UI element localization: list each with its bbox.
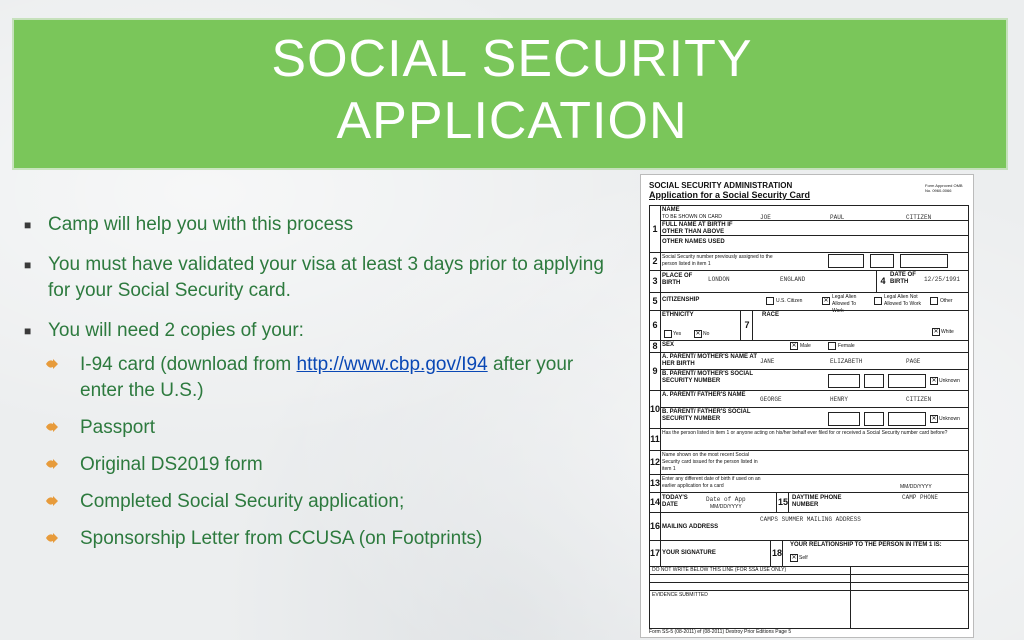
- sub-bullet-item: I-94 card (download from http://www.cbp.gov/I94 after your enter the U.S.): [46, 352, 612, 404]
- title-line-2: APPLICATION: [336, 92, 688, 150]
- form-row-13: 13 Enter any different date of birth if used on an earlier application for a card MM/DD/YYYY: [650, 474, 968, 493]
- form-row-14: 14 TODAY'S DATE Date of App MM/DD/YYYY 15 DAYTIME PHONE NUMBER CAMP PHONE: [650, 492, 968, 513]
- form-ssa-area: DO NOT WRITE BELOW THIS LINE (FOR SSA USE ONLY) EVIDENCE SUBMITTED: [650, 566, 968, 628]
- form-row-10: 10 A. PARENT/ FATHER'S NAME GEORGE HENRY CITIZEN B. PARENT/ FATHER'S SOCIAL SECURITY NUMBER ✕ Unknown: [650, 390, 968, 429]
- form-row-5: 5 CITIZENSHIP U.S. Citizen ✕ Legal Alien Allowed To Work Legal Alien Not Allowed To Work Other: [650, 292, 968, 311]
- arrow-bullet-icon: [46, 359, 58, 369]
- square-bullet-icon: ■: [24, 258, 32, 272]
- bullet-item: ■ You will need 2 copies of your:: [22, 318, 612, 344]
- sub-bullet-item: Original DS2019 form: [46, 452, 612, 478]
- sub-bullet-item: Completed Social Security application;: [46, 489, 612, 515]
- form-row-1: 1 NAME TO BE SHOWN ON CARD JOE PAUL CITIZEN FULL NAME AT BIRTH IF OTHER THAN ABOVE OTHER NAMES USED: [650, 206, 968, 253]
- bullet-list: [22, 212, 612, 563]
- form-row-2: 2 Social Security number previously assigned to the person listed in item 1: [650, 252, 968, 271]
- form-row-9: 9 A. PARENT/ MOTHER'S NAME AT HER BIRTH JANE ELIZABETH PAGE B. PARENT/ MOTHER'S SOCIAL SECURITY NUMBER ✕ Unknown: [650, 352, 968, 391]
- arrow-bullet-icon: [46, 422, 58, 432]
- form-row-3: 3 PLACE OF BIRTH LONDON ENGLAND 4 DATE OF BIRTH 12/25/1991: [650, 270, 968, 293]
- form-agency: SOCIAL SECURITY ADMINISTRATION: [649, 181, 793, 190]
- form-row-12: 12 Name shown on the most recent Social Security card issued for the person listed in item 1: [650, 450, 968, 475]
- arrow-bullet-icon: [46, 459, 58, 469]
- bullet-item: ■ Camp will help you with this process: [22, 212, 612, 238]
- bullet-item: ■ You must have validated your visa at least 3 days prior to applying for your Social Security card.: [24, 254, 604, 301]
- sub-bullet-item: Passport: [46, 415, 612, 441]
- ss5-form-image: [640, 174, 974, 638]
- form-row-17: 17 YOUR SIGNATURE 18 YOUR RELATIONSHIP TO THE PERSON IN ITEM 1 IS: ✕ Self: [650, 540, 968, 567]
- cbp-i94-link[interactable]: http://www.cbp.gov/I94: [296, 354, 488, 375]
- form-heading: Application for a Social Security Card: [649, 190, 811, 200]
- square-bullet-icon: ■: [24, 324, 32, 338]
- sub-bullet-item: Sponsorship Letter from CCUSA (on Footprints): [46, 526, 612, 552]
- form-row-16: 16 MAILING ADDRESS CAMPS SUMMER MAILING ADDRESS: [650, 512, 968, 541]
- form-row-8: 8 SEX ✕ Male Female: [650, 340, 968, 353]
- arrow-bullet-icon: [46, 533, 58, 543]
- form-omb: Form Approved OMB No. 0960-0066: [925, 183, 963, 193]
- square-bullet-icon: ■: [24, 218, 32, 232]
- form-row-11: 11 Has the person listed in item 1 or anyone acting on his/her behalf ever filed for or received a Social Security number card before?: [650, 428, 968, 451]
- form-grid: [649, 205, 969, 629]
- arrow-bullet-icon: [46, 496, 58, 506]
- form-row-6: 6 ETHNICITY Yes ✕ No 7 RACE ✕ White: [650, 310, 968, 341]
- title-line-1: SOCIAL SECURITY: [271, 30, 753, 88]
- slide-title: [0, 28, 1024, 152]
- form-footer: Form SS-5 (08-2011) ef (08-2011) Destroy Prior Editions Page 5: [649, 629, 792, 635]
